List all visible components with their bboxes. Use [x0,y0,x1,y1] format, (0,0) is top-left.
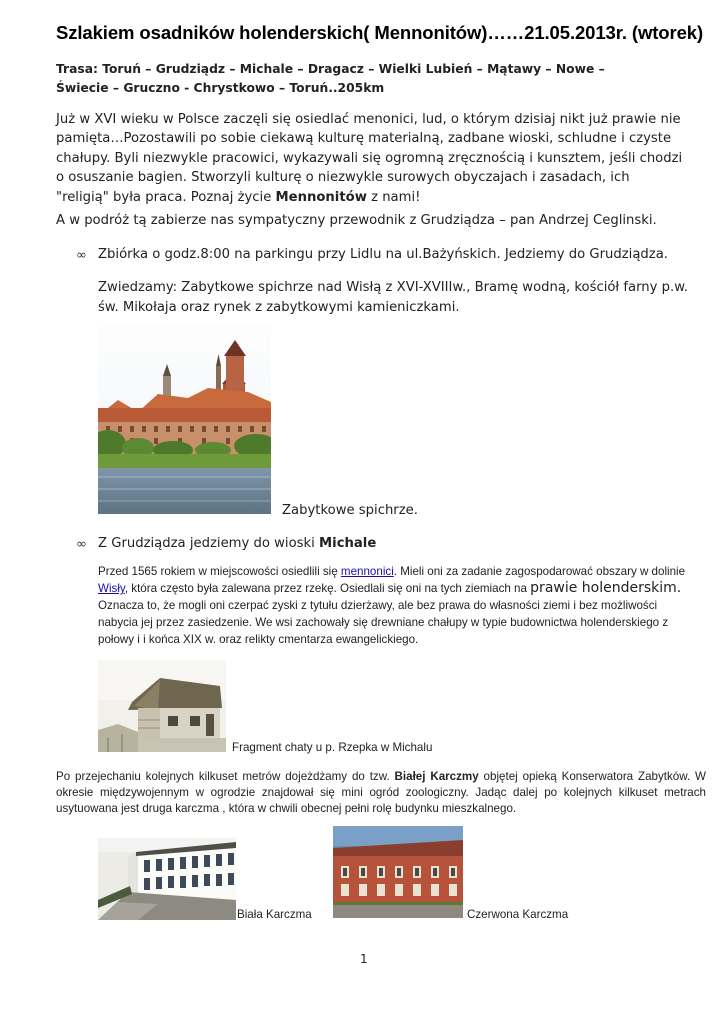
route-text: Toruń – Grudziądz – Michale – Dragacz – Wielki Lubień – Mątawy – Nowe – Świecie – Gruczno - Chrystkowo – Toruń..205km [56,62,605,95]
red-inn-caption: Czerwona Karczma [467,908,569,921]
page-number: 1 [360,952,368,966]
intro-paragraph [56,110,686,207]
michale-text: , która często była zalewana przez rzekę. Osiedlali się oni na tych ziemiach na [124,582,531,595]
intro-bold: Mennonitów [275,189,367,205]
intro-text-end: z nami! [366,189,421,205]
michale-text: Przed 1565 rokiem w miejscowości osiedlili się [98,565,341,578]
link-wisly[interactable]: Wisły [98,582,125,595]
cottage-photo [98,660,226,752]
bullet-symbol: ∞ [76,248,87,263]
michale-text-large: prawie holenderskim. [530,580,682,596]
visit-paragraph: Zwiedzamy: Zabytkowe spichrze nad Wisłą z XVI-XVIIIw., Bramę wodną, kościół farny p.w. św. Mikołaja oraz rynek z zabytkowymi kamieniczkami. [98,280,688,315]
route-label: Trasa: [56,62,98,76]
red-inn-photo [333,826,463,918]
link-mennonici[interactable]: mennonici [340,565,394,578]
route-paragraph [56,60,656,98]
intro-text: Już w XVI wieku w Polsce zaczęli się osiedlać menonici, lud, o którym dzisiaj nikt już prawie nie pamięta…Pozostawili po sobie ciekawą kulturę materialną, zadbane wioski, schludne i czyste chałupy. Byli niezwykle pracowici, wykazywali się ogromną zręcznością i kunsztem, jeśli chodzi o osuszanie bagien. Stworzyli kulturę o niezwykle surowych obyczajach i zasadach, ich "religią" była praca. Poznaj życie [56,112,683,205]
michale-paragraph [98,563,690,648]
michale-text: . Mieli oni za zadanie zagospodarować obszary w dolinie [393,565,686,578]
michale-bullet-text [98,536,376,551]
michale-bullet-lead: Z Grudziądza jedziemy do wioski [98,536,320,551]
cottage-caption: Fragment chaty u p. Rzepka w Michalu [232,741,433,754]
granaries-photo [98,326,271,514]
karczma-bold: Białej Karczmy [394,770,479,783]
meeting-bullet-text: Zbiórka o godz.8:00 na parkingu przy Lidlu na ul.Bażyńskich. Jedziemy do Grudziądza. [98,247,668,262]
white-inn-caption: Biała Karczma [237,908,312,921]
granaries-caption: Zabytkowe spichrze. [282,503,418,518]
guide-paragraph: A w podróż tą zabierze nas sympatyczny przewodnik z Grudziądza – pan Andrzej Ceglinski. [56,213,657,228]
michale-bullet-bold: Michale [319,536,377,551]
michale-text: Oznacza to, że mogli oni czerpać zyski z tytułu dzierżawy, ale bez prawa do własności ziemi i bez możliwości nabycia jej przez zasiedzenie. We wsi zachowały się drewniane chałupy w typie budownictwa holenderskiego z połowy i i końca XIX w. oraz relikty cmentarza ewangelickiego. [98,599,669,646]
document-title: Szlakiem osadników holenderskich( Mennonitów)……21.05.2013r. (wtorek) [56,22,704,43]
white-inn-photo [98,838,236,920]
karczma-paragraph [56,769,706,817]
karczma-text: Po przejechaniu kolejnych kilkuset metrów dojeżdżamy do tzw. [56,770,395,783]
karczma-text: objętej opieką Konserwatora Zabytków. W okresie międzywojennym w ogrodzie znajdował się mini ogród zoologiczny. Jadąc dalej po kolejnych kilkuset metrach usytuowana jest druga karczma , która w chwili obecnej pełni rolę budynku mieszkalnego. [56,770,706,815]
bullet-symbol: ∞ [76,537,87,552]
